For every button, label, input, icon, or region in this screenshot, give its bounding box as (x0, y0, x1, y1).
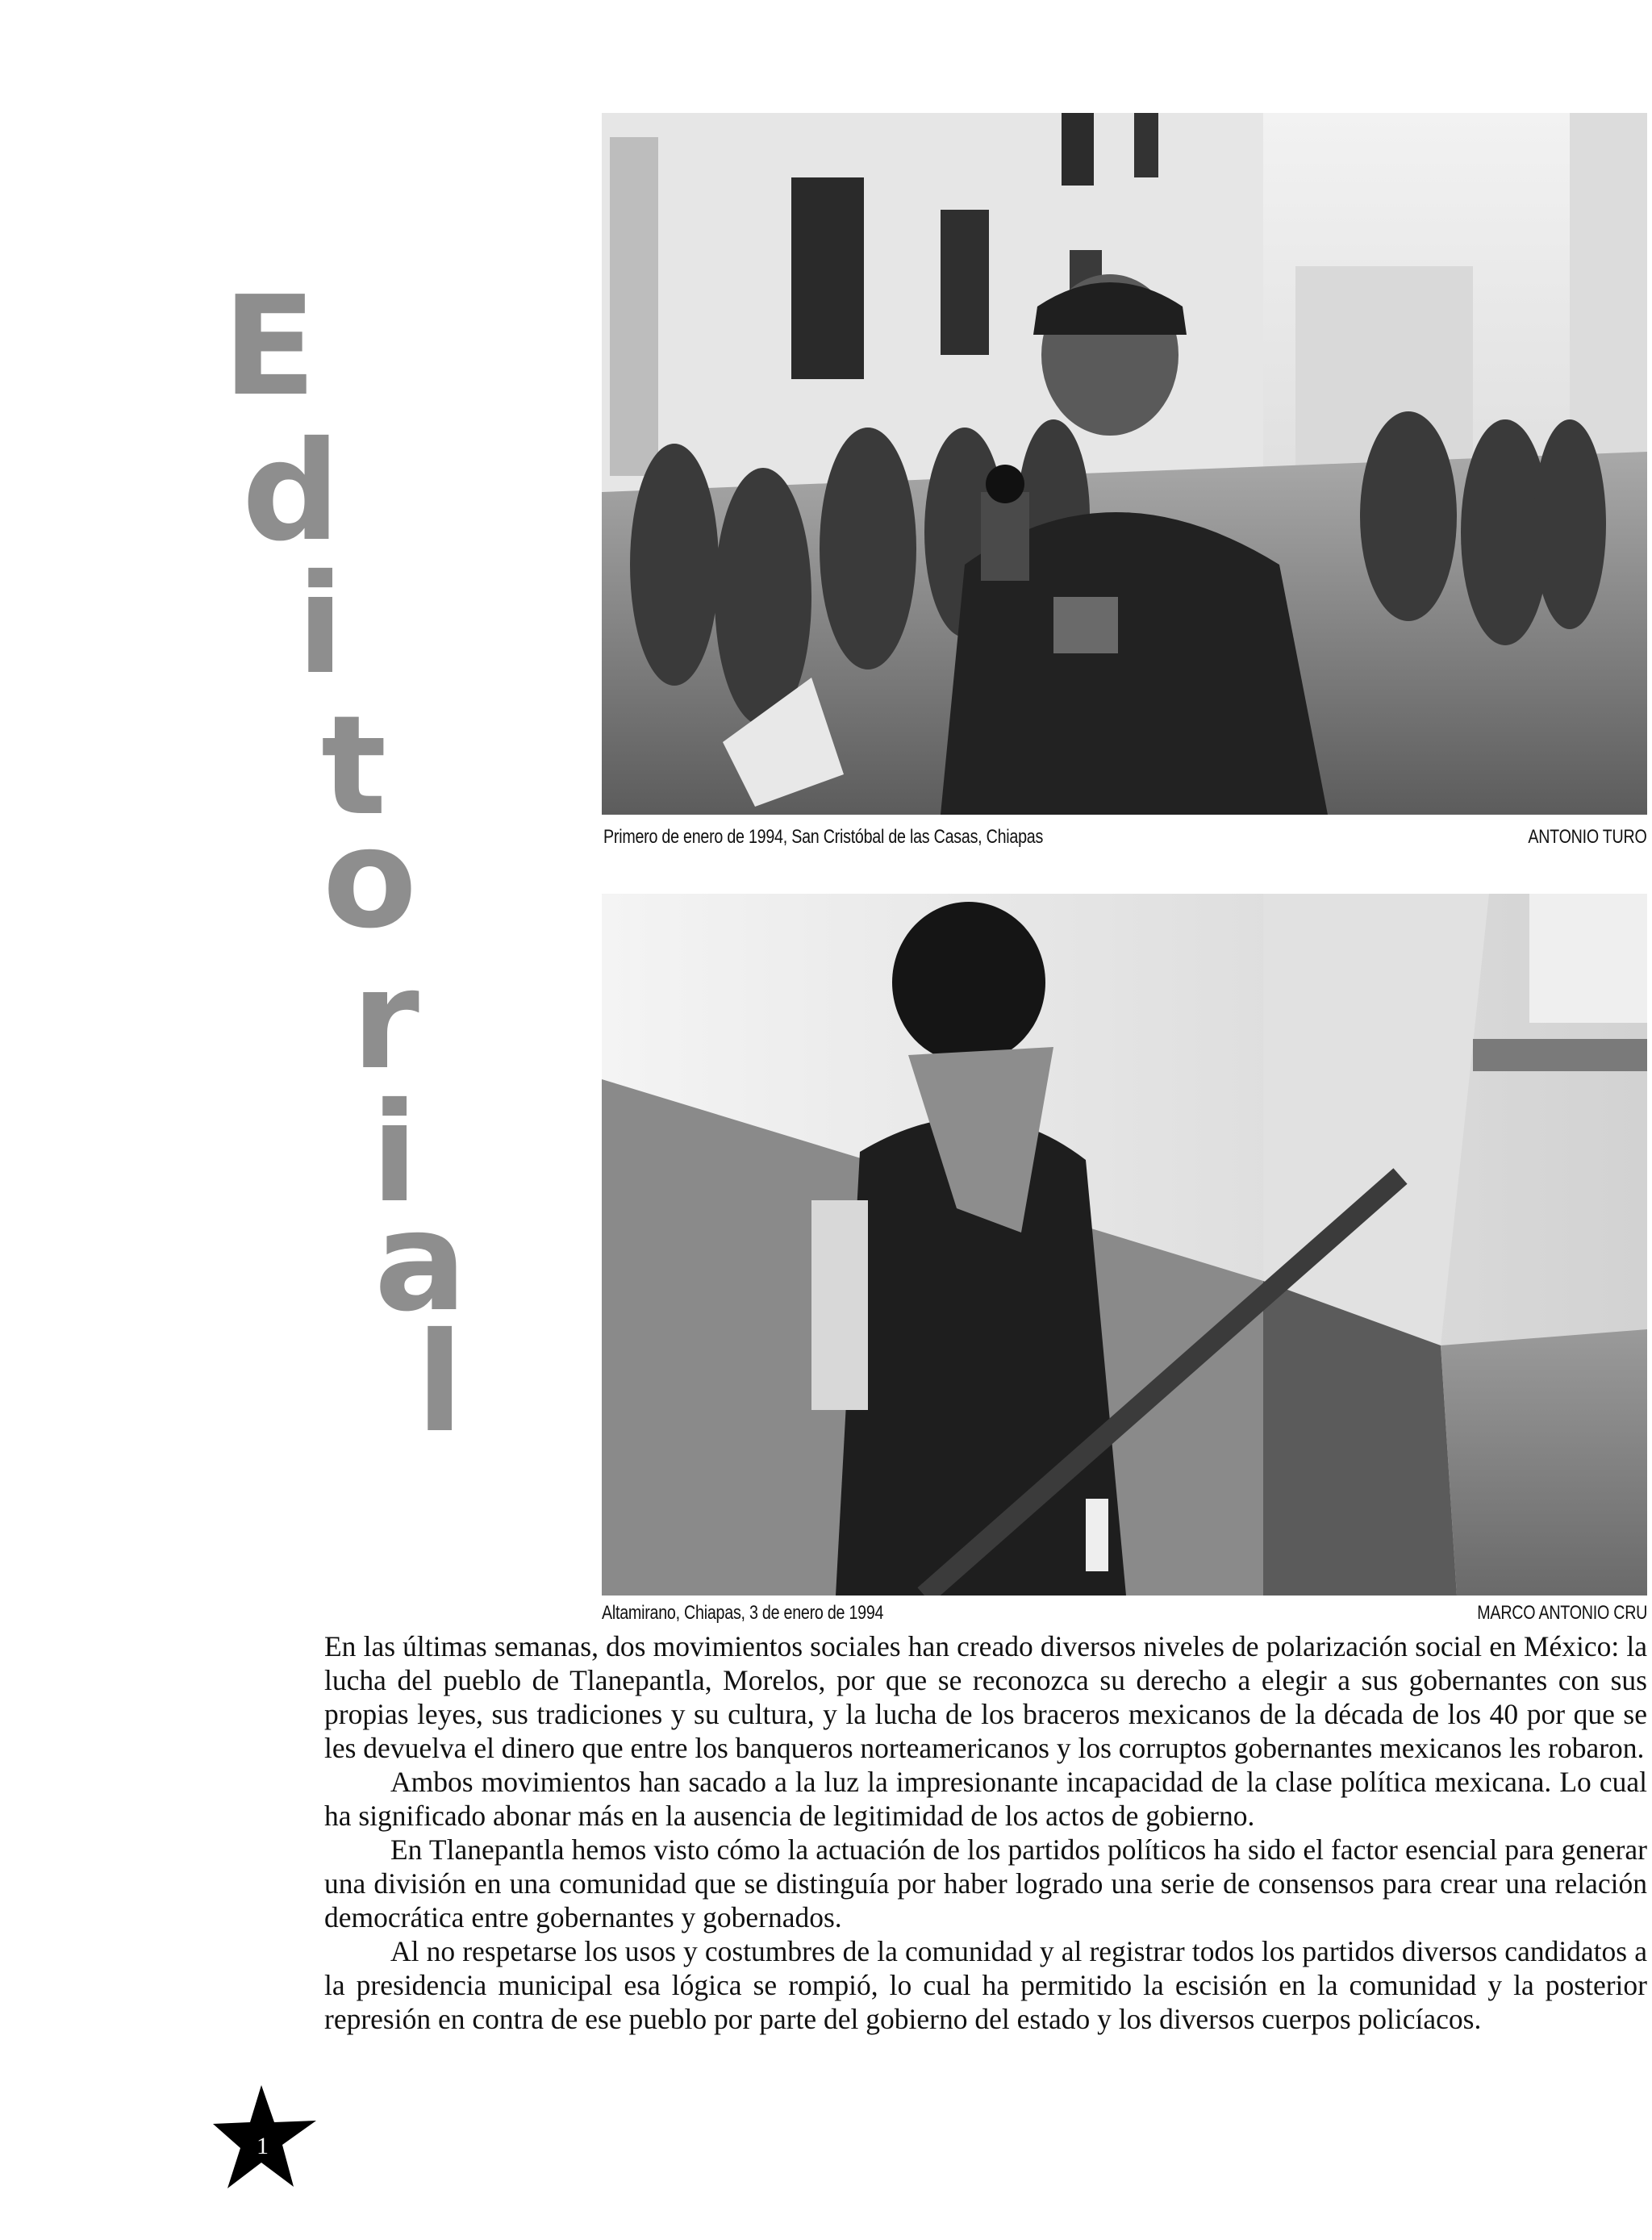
heading-letter: i (297, 545, 344, 705)
heading-letter: a (374, 1183, 467, 1342)
photo-1-caption: Primero de enero de 1994, San Cristóbal de las Casas, Chiapas (603, 826, 1044, 848)
photo-1-credit: ANTONIO TURO (1528, 826, 1647, 848)
photo-2-credit: MARCO ANTONIO CRU (1477, 1602, 1647, 1624)
heading-letter: E (223, 267, 317, 427)
heading-letter: o (323, 799, 417, 959)
heading-letter: t (321, 686, 387, 846)
heading-letter: i (371, 1074, 419, 1233)
photo-masked-zapatista (602, 894, 1647, 1596)
article-paragraph: Ambos movimientos han sacado a la luz la impresionante incapacidad de la clase política mexicana. Lo cual ha significado abonar más en la ausencia de legitimidad de los actos de gobierno. (324, 1766, 1647, 1832)
heading-letter: l (416, 1304, 464, 1463)
article-paragraph: En Tlanepantla hemos visto cómo la actuación de los partidos políticos ha sido el factor esencial para generar una división en una comunidad que se distinguía por haber logrado una serie de consensos para crear una relación democrática entre gobernantes y gobernados. (324, 1833, 1647, 1933)
page-number: 1 (257, 2133, 269, 2159)
photo-zapatista-rifle (602, 113, 1647, 815)
heading-letter: r (352, 941, 419, 1100)
photo-2-caption: Altamirano, Chiapas, 3 de enero de 1994 (602, 1602, 884, 1624)
article-body (324, 1629, 1647, 2036)
photo-1-image (602, 113, 1647, 815)
photo-2-image (602, 894, 1647, 1596)
heading-letter: d (242, 412, 340, 572)
article-paragraph: Al no respetarse los usos y costumbres de la comunidad y al registrar todos los partidos diversos candidatos a la presidencia municipal esa lógica se rompió, lo cual ha permitido la escisión en la comunidad y la posterior represión en contra de ese pueblo por parte del gobierno del estado y los diversos cuerpos policíacos. (324, 1935, 1647, 2035)
article-paragraph: En las últimas semanas, dos movimientos sociales han creado diversos niveles de polarización social en México: la lucha del pueblo de Tlanepantla, Morelos, por que se reconozca su derecho a elegir a sus gobernantes con sus propias leyes, sus tradiciones y su cultura, y la lucha de los braceros mexicanos de la década de los 40 por que se les devuelva el dinero que entre los banqueros norteamericanos y los corruptos gobernantes mexicanos les robaron. (324, 1630, 1647, 1764)
